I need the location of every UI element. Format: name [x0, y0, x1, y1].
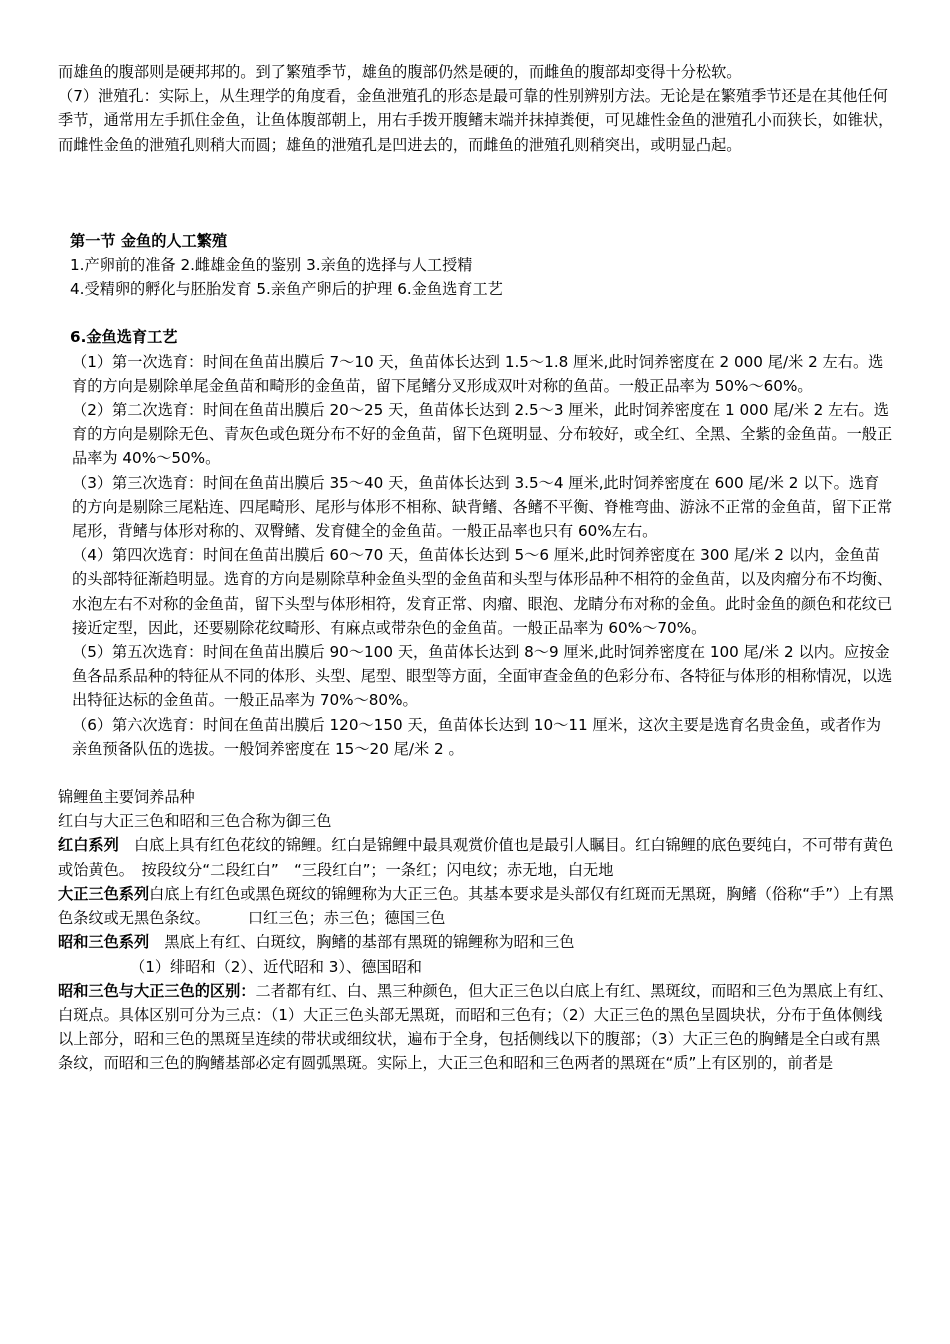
document-page — [58, 60, 894, 1076]
kohaku-label: 红白系列 — [58, 836, 119, 855]
difference-paragraph — [58, 979, 894, 1076]
selection-step: （6）第六次选育：时间在鱼苗出膜后 120～150 天，鱼苗体长达到 10～11 厘米，这次主要是选育名贵金鱼，或者作为亲鱼预备队伍的选拔。一般饲养密度在 15～20 尾/米 2 。 — [72, 715, 882, 758]
sanke-text: 白底上有红色或黑色斑纹的锦鲤称为大正三色。其基本要求是头部仅有红斑而无黑斑，胸鳍（俗称“手”）上有黑色条纹或无黑色条纹。 口红三色；赤三色；德国三色 — [58, 884, 894, 928]
intro-paragraph-1: 而雄鱼的腹部则是硬邦邦的。到了繁殖季节，雄鱼的腹部仍然是硬的，而雌鱼的腹部却变得十分松软。 — [58, 63, 742, 81]
selection-step: （4）第四次选育：时间在鱼苗出膜后 60～70 天，鱼苗体长达到 5～6 厘米,此时饲养密度在 300 尾/米 2 以内，金鱼苗的头部特征渐趋明显。选育的方向是剔除草种金鱼头型的金鱼苗和头型与体形品种不相符的金鱼苗，以及肉瘤分布不均衡、水泡左右不对称的金鱼苗，留下头型与体形相符，发育正常、肉瘤、眼泡、龙睛分布对称的金鱼。此时金鱼的颜色和花纹已接近定型，因此，还要剔除花纹畸形、有麻点或带杂色的金鱼苗。一般正品率为 60%～70%。 — [72, 546, 893, 637]
spacer — [58, 301, 894, 325]
selection-step: （1）第一次选育：时间在鱼苗出膜后 7～10 天，鱼苗体长达到 1.5～1.8 厘米,此时饲养密度在 2 000 尾/米 2 左右。选育的方向是剔除单尾金鱼苗和畸形的金鱼苗，留下尾鳍分叉形成双叶对称的鱼苗。一般正品率为 50%～60%。 — [72, 352, 884, 395]
selection-step: （3）第三次选育：时间在鱼苗出膜后 35～40 天，鱼苗体长达到 3.5～4 厘米,此时饲养密度在 600 尾/米 2 以下。选育的方向是剔除三尾粘连、四尾畸形、尾形与体形不相称、缺背鳍、各鳍不平衡、脊椎弯曲、游泳不正常的金鱼苗，留下正常尾形，背鳍与体形对称的、双臀鳍、发育健全的金鱼苗。一般正品率也只有 60%左右。 — [72, 473, 893, 541]
kohaku-paragraph — [58, 833, 894, 881]
spacer — [58, 761, 894, 785]
showa-text: 黑底上有红、白斑纹，胸鳍的基部有黑斑的锦鲤称为昭和三色 — [149, 933, 575, 952]
section-outline-line-1: 1.产卵前的准备 2.雌雄金鱼的鉴别 3.亲鱼的选择与人工授精 — [70, 256, 473, 275]
selection-step: （5）第五次选育：时间在鱼苗出膜后 90～100 天，鱼苗体长达到 8～9 厘米,此时饲养密度在 100 尾/米 2 以内。应按金鱼各品系品种的特征从不同的体形、头型、尾型、眼型等方面，全面审查金鱼的色彩分布、各特征与体形的相称情况，以选出特征达标的金鱼苗。一般正品率为 70%～80%。 — [72, 643, 893, 710]
showa-label: 昭和三色系列 — [58, 933, 150, 952]
subsection-title: 6.金鱼选育工艺 — [70, 328, 178, 347]
difference-label: 昭和三色与大正三色的区别： — [58, 981, 256, 1000]
section-title: 第一节 金鱼的人工繁殖 — [70, 231, 228, 250]
koi-heading: 锦鲤鱼主要饲养品种 — [58, 788, 195, 807]
spacer — [58, 157, 894, 229]
sanke-paragraph — [58, 882, 894, 930]
showa-paragraph — [58, 930, 894, 954]
kohaku-text: 白底上具有红色花纹的锦鲤。红白是锦鲤中最具观赏价值也是最引人瞩目。红白锦鲤的底色要纯白，不可带有黄色或饴黄色。 按段纹分“二段红白” “三段红白”；一条红；闪电纹；赤无地，白无地 — [58, 836, 894, 879]
difference-text: 二者都有红、白、黑三种颜色，但大正三色以白底上有红、黑斑纹，而昭和三色为黑底上有红、白斑点。具体区别可分为三点：（1）大正三色头部无黑斑，而昭和三色有；（2）大正三色的黑色呈圆块状，分布于鱼体侧线以上部分，昭和三色的黑斑呈连续的带状或细纹状，遍布于全身，包括侧线以下的腹部；（3）大正三色的胸鳍是全白或有黑条纹，而昭和三色的胸鳍基部必定有圆弧黑斑。实际上，大正三色和昭和三色两者的黑斑在“质”上有区别的，前者是 — [58, 981, 894, 1073]
selection-step: （2）第二次选育：时间在鱼苗出膜后 20～25 天，鱼苗体长达到 2.5～3 厘米，此时饲养密度在 1 000 尾/米 2 左右。选育的方向是剔除无色、青灰色或色斑分布不好的金鱼苗，留下色斑明显、分布较好，或全红、全黑、全紫的金鱼苗。一般正品率为 40%～50%。 — [72, 401, 893, 468]
sanke-label: 大正三色系列 — [58, 884, 150, 903]
showa-varieties: （1）绯昭和（2）、近代昭和 3）、德国昭和 — [130, 957, 422, 976]
intro-paragraph-cloaca: （7）泄殖孔：实际上，从生理学的角度看，金鱼泄殖孔的形态是最可靠的性别辨别方法。无论是在繁殖季节还是在其他任何季节，通常用左手抓住金鱼，让鱼体腹部朝上，用右手拨开腹鳍末端并抹掉粪便，可见雄性金鱼的泄殖孔小而狭长，如锥状，而雌性金鱼的泄殖孔则稍大而圆；雄鱼的泄殖孔是凹进去的，而雌鱼的泄殖孔则稍突出，或明显凸起。 — [58, 87, 894, 154]
koi-subheading: 红白与大正三色和昭和三色合称为御三色 — [58, 812, 332, 831]
section-outline-line-2: 4.受精卵的孵化与胚胎发育 5.亲鱼产卵后的护理 6.金鱼选育工艺 — [70, 280, 503, 299]
